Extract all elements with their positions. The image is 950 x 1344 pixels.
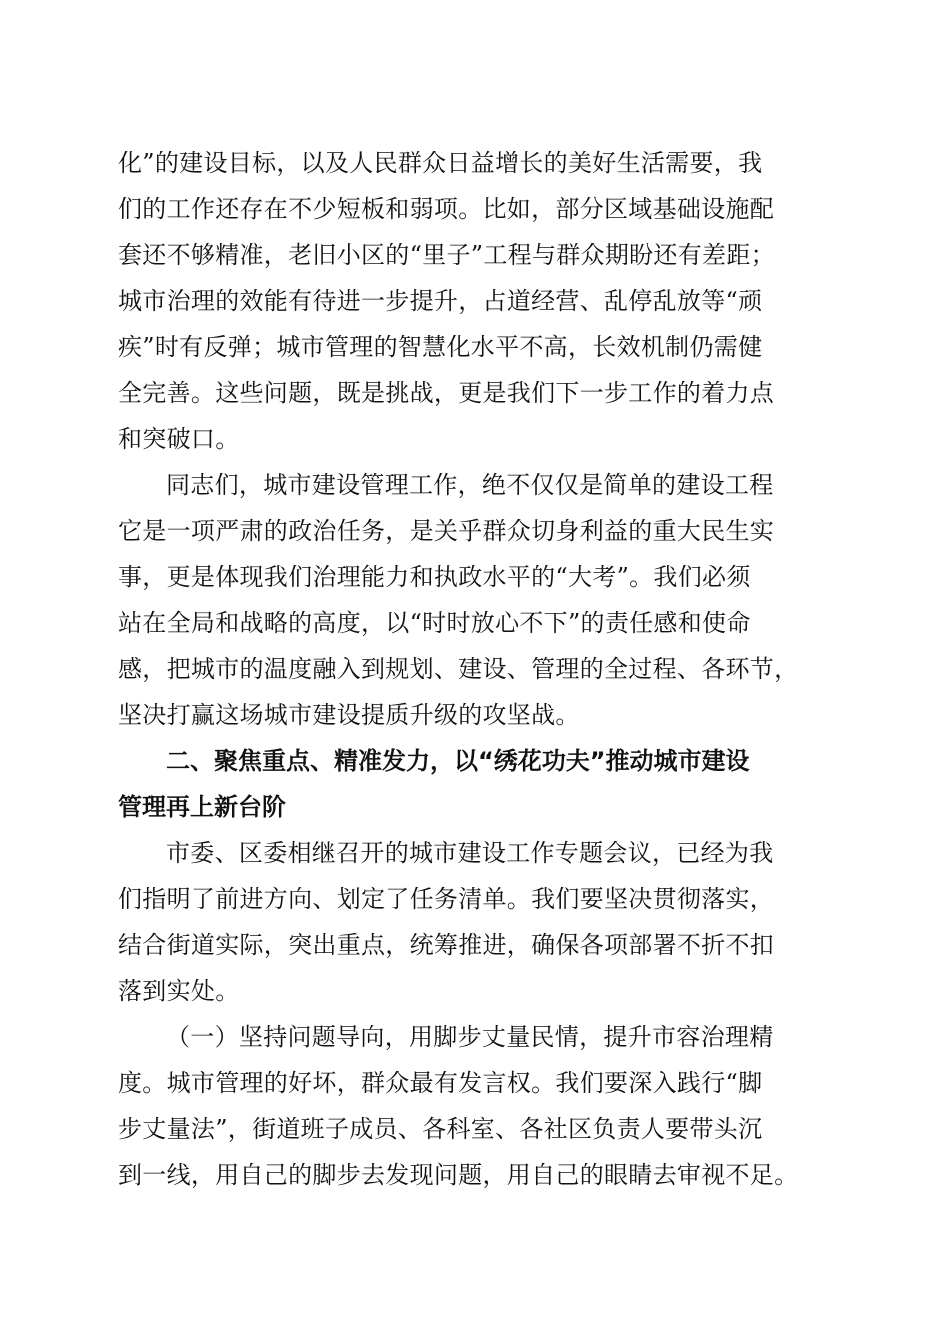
text-line: 们指明了前进方向、划定了任务清单。我们要坚决贯彻落实， [118, 885, 775, 913]
text-line: 站在全局和战略的高度，以“时时放心不下”的责任感和使命 [118, 609, 751, 637]
text-line: 同志们，城市建设管理工作，绝不仅仅是简单的建设工程 [166, 471, 774, 499]
text-line: （一）坚持问题导向，用脚步丈量民情，提升市容治理精 [166, 1023, 774, 1051]
text-line: 步丈量法”，街道班子成员、各科室、各社区负责人要带头沉 [118, 1115, 763, 1143]
text-line: 落到实处。 [118, 977, 240, 1005]
text-line: 们的工作还存在不少短板和弱项。比如，部分区域基础设施配 [118, 195, 775, 223]
text-line: 坚决打赢这场城市建设提质升级的攻坚战。 [118, 701, 580, 729]
text-line: 感，把城市的温度融入到规划、建设、管理的全过程、各环节， [118, 655, 799, 683]
text-line: 结合街道实际，突出重点，统筹推进，确保各项部署不折不扣 [118, 931, 775, 959]
text-line: 城市治理的效能有待进一步提升，占道经营、乱停乱放等“顽 [118, 287, 763, 315]
text-line: 疾”时有反弹；城市管理的智慧化水平不高，长效机制仍需健 [118, 333, 763, 361]
text-line: 到一线，用自己的脚步去发现问题，用自己的眼睛去审视不足。 [118, 1161, 799, 1189]
text-line: 全完善。这些问题，既是挑战，更是我们下一步工作的着力点 [118, 379, 775, 407]
text-line: 度。城市管理的好坏，群众最有发言权。我们要深入践行“脚 [118, 1069, 763, 1097]
text-line: 市委、区委相继召开的城市建设工作专题会议，已经为我 [166, 839, 774, 867]
heading-line: 二、聚焦重点、精准发力，以“绣花功夫”推动城市建设 [166, 747, 750, 775]
heading-line: 管理再上新台阶 [118, 793, 286, 821]
text-line: 化”的建设目标，以及人民群众日益增长的美好生活需要，我 [118, 149, 763, 177]
text-line: 事，更是体现我们治理能力和执政水平的“大考”。我们必须 [118, 563, 751, 591]
text-line: 和突破口。 [118, 425, 240, 453]
text-line: 它是一项严肃的政治任务，是关乎群众切身利益的重大民生实 [118, 517, 775, 545]
text-line: 套还不够精准，老旧小区的“里子”工程与群众期盼还有差距； [118, 241, 775, 269]
